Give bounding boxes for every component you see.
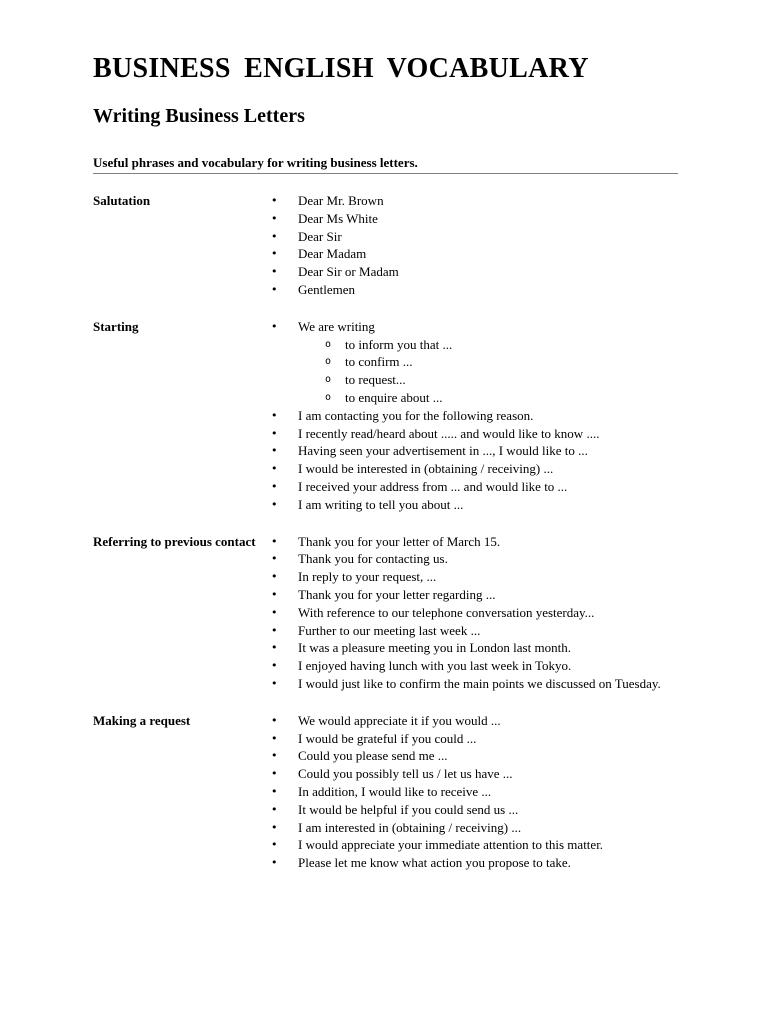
list-item [258,657,678,675]
section-body [258,712,678,872]
list-item [258,460,678,478]
list-item-text: It would be helpful if you could send us ... [298,801,519,817]
list-item-text: Thank you for your letter of March 15. [298,533,501,549]
section-salutation [93,192,678,299]
list-item-text: We are writing [298,318,375,334]
section-label: Making a request [93,712,191,728]
list-item-text: In reply to your request, ... [298,569,437,585]
list-item-text: In addition, I would like to receive ... [298,783,492,799]
section-body [258,192,678,299]
bullet-list [258,712,678,872]
list-item [258,712,678,730]
list-item-text: With reference to our telephone conversation yesterday... [298,604,595,620]
list-item-text: I would be interested in (obtaining / receiving) ... [298,461,554,477]
list-item [258,747,678,765]
list-item-text: I enjoyed having lunch with you last week in Tokyo. [298,658,572,674]
list-item-text: Dear Mr. Brown [298,193,384,208]
section-making-a-request [93,712,678,872]
section-referring-to-previous-contact [93,533,678,693]
list-item-text: Thank you for contacting us. [298,551,448,567]
list-item [258,407,678,425]
section-label: Referring to previous contact [93,533,256,549]
sub-list-item: o to inform you that ... [298,336,678,354]
bullet-list [258,318,678,514]
sub-list-item: o to confirm ... [298,353,678,371]
list-item [258,836,678,854]
list-item-text: I would just like to confirm the main points we discussed on Tuesday. [298,675,661,691]
list-item-text: Dear Madam [298,246,367,262]
list-item [258,819,678,837]
list-item [258,639,678,657]
bullet-list [258,192,678,299]
sub-list-item: o to request... [298,371,678,389]
sections-container [93,192,678,872]
list-item [258,586,678,604]
list-item [258,192,678,210]
section-body [258,318,678,514]
list-item [258,783,678,801]
intro-line: Useful phrases and vocabulary for writing business letters. [93,155,678,174]
bullet-list [258,533,678,693]
section-label: Salutation [93,193,151,208]
list-item [258,228,678,246]
list-item-text: I received your address from ... and would like to ... [298,478,568,494]
list-item [258,675,678,693]
list-item [258,425,678,443]
list-item-text: I recently read/heard about ..... and would like to know .... [298,425,600,441]
list-item-text: I would appreciate your immediate attention to this matter. [298,837,604,853]
sub-bullet-list [298,336,678,407]
list-item [258,496,678,514]
list-item-text: Dear Sir or Madam [298,264,399,280]
list-item [258,533,678,551]
list-item-text: Having seen your advertisement in ..., I would like to ... [298,443,588,459]
list-item [258,281,678,299]
list-item [258,730,678,748]
list-item [258,568,678,586]
list-item [258,442,678,460]
list-item-text: Further to our meeting last week ... [298,622,481,638]
list-item-text: It was a pleasure meeting you in London last month. [298,640,571,656]
list-item [258,765,678,783]
section-starting [93,318,678,514]
list-item [258,245,678,263]
list-item-text: I am contacting you for the following reason. [298,407,534,423]
list-item-text: We would appreciate it if you would ... [298,712,501,728]
list-item-text: Could you possibly tell us / let us have ... [298,766,513,782]
page-title: BUSINESS ENGLISH VOCABULARY [93,53,589,84]
list-item-text: Dear Ms White [298,210,378,226]
list-item [258,801,678,819]
section-label: Starting [93,318,139,334]
list-item [258,478,678,496]
list-item-text: Dear Sir [298,228,342,244]
list-item-text: I would be grateful if you could ... [298,730,477,746]
list-item [258,263,678,281]
list-item-text: I am interested in (obtaining / receiving) ... [298,819,522,835]
list-item [258,854,678,872]
list-item-text: Please let me know what action you propose to take. [298,855,571,871]
list-item [258,210,678,228]
list-item [258,604,678,622]
list-item-text: I am writing to tell you about ... [298,496,464,512]
list-item-text: Gentlemen [298,281,356,297]
list-item [258,550,678,568]
page-subtitle: Writing Business Letters [93,105,305,127]
list-item-text: Thank you for your letter regarding ... [298,586,496,602]
document-page [93,52,678,891]
section-body [258,533,678,693]
list-item [258,318,678,407]
sub-list-item: o to enquire about ... [298,389,678,407]
list-item-text: Could you please send me ... [298,748,448,764]
list-item [258,622,678,640]
